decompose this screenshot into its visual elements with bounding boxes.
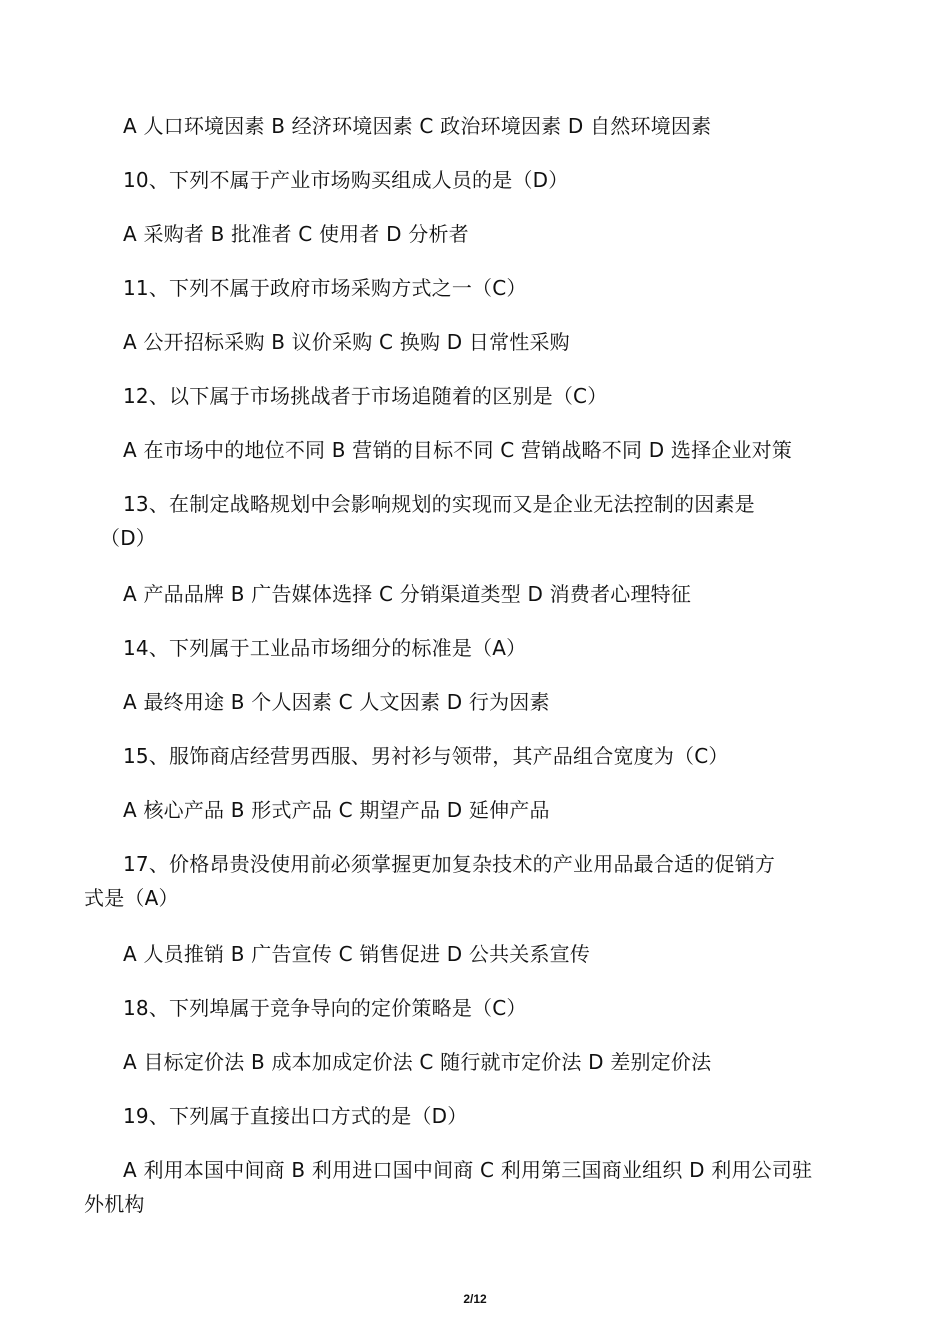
options-line-13: A 产品品牌 B 广告媒体选择 C 分销渠道类型 D 消费者心理特征 [123,582,692,606]
question-13: 13、在制定战略规划中会影响规划的实现而又是企业无法控制的因素是 [123,492,755,516]
options-line-15: A 核心产品 B 形式产品 C 期望产品 D 延伸产品 [123,798,550,822]
options-line-11: A 公开招标采购 B 议价采购 C 换购 D 日常性采购 [123,330,570,354]
question-13-continuation: （D） [100,526,157,550]
question-17-continuation: 式是（A） [84,886,179,910]
options-line-18: A 目标定价法 B 成本加成定价法 C 随行就市定价法 D 差别定价法 [123,1050,712,1074]
question-19: 19、下列属于直接出口方式的是（D） [123,1104,468,1128]
options-line-19-continuation: 外机构 [84,1192,145,1216]
options-line-19: A 利用本国中间商 B 利用进口国中间商 C 利用第三国商业组织 D 利用公司驻 [123,1158,813,1182]
question-10: 10、下列不属于产业市场购买组成人员的是（D） [123,168,569,192]
options-line-10: A 采购者 B 批准者 C 使用者 D 分析者 [123,222,469,246]
question-14: 14、下列属于工业品市场细分的标准是（A） [123,636,527,660]
options-line-17: A 人员推销 B 广告宣传 C 销售促进 D 公共关系宣传 [123,942,591,966]
question-12: 12、以下属于市场挑战者于市场追随着的区别是（C） [123,384,608,408]
options-line-9: A 人口环境因素 B 经济环境因素 C 政治环境因素 D 自然环境因素 [123,114,712,138]
options-line-14: A 最终用途 B 个人因素 C 人文因素 D 行为因素 [123,690,550,714]
question-15: 15、服饰商店经营男西服、男衬衫与领带，其产品组合宽度为（C） [123,744,729,768]
question-18: 18、下列埠属于竞争导向的定价策略是（C） [123,996,527,1020]
options-line-12: A 在市场中的地位不同 B 营销的目标不同 C 营销战略不同 D 选择企业对策 [123,438,793,462]
question-17: 17、价格昂贵没使用前必须掌握更加复杂技术的产业用品最合适的促销方 [123,852,776,876]
question-11: 11、下列不属于政府市场采购方式之一（C） [123,276,527,300]
page-number: 2/12 [463,1292,487,1306]
